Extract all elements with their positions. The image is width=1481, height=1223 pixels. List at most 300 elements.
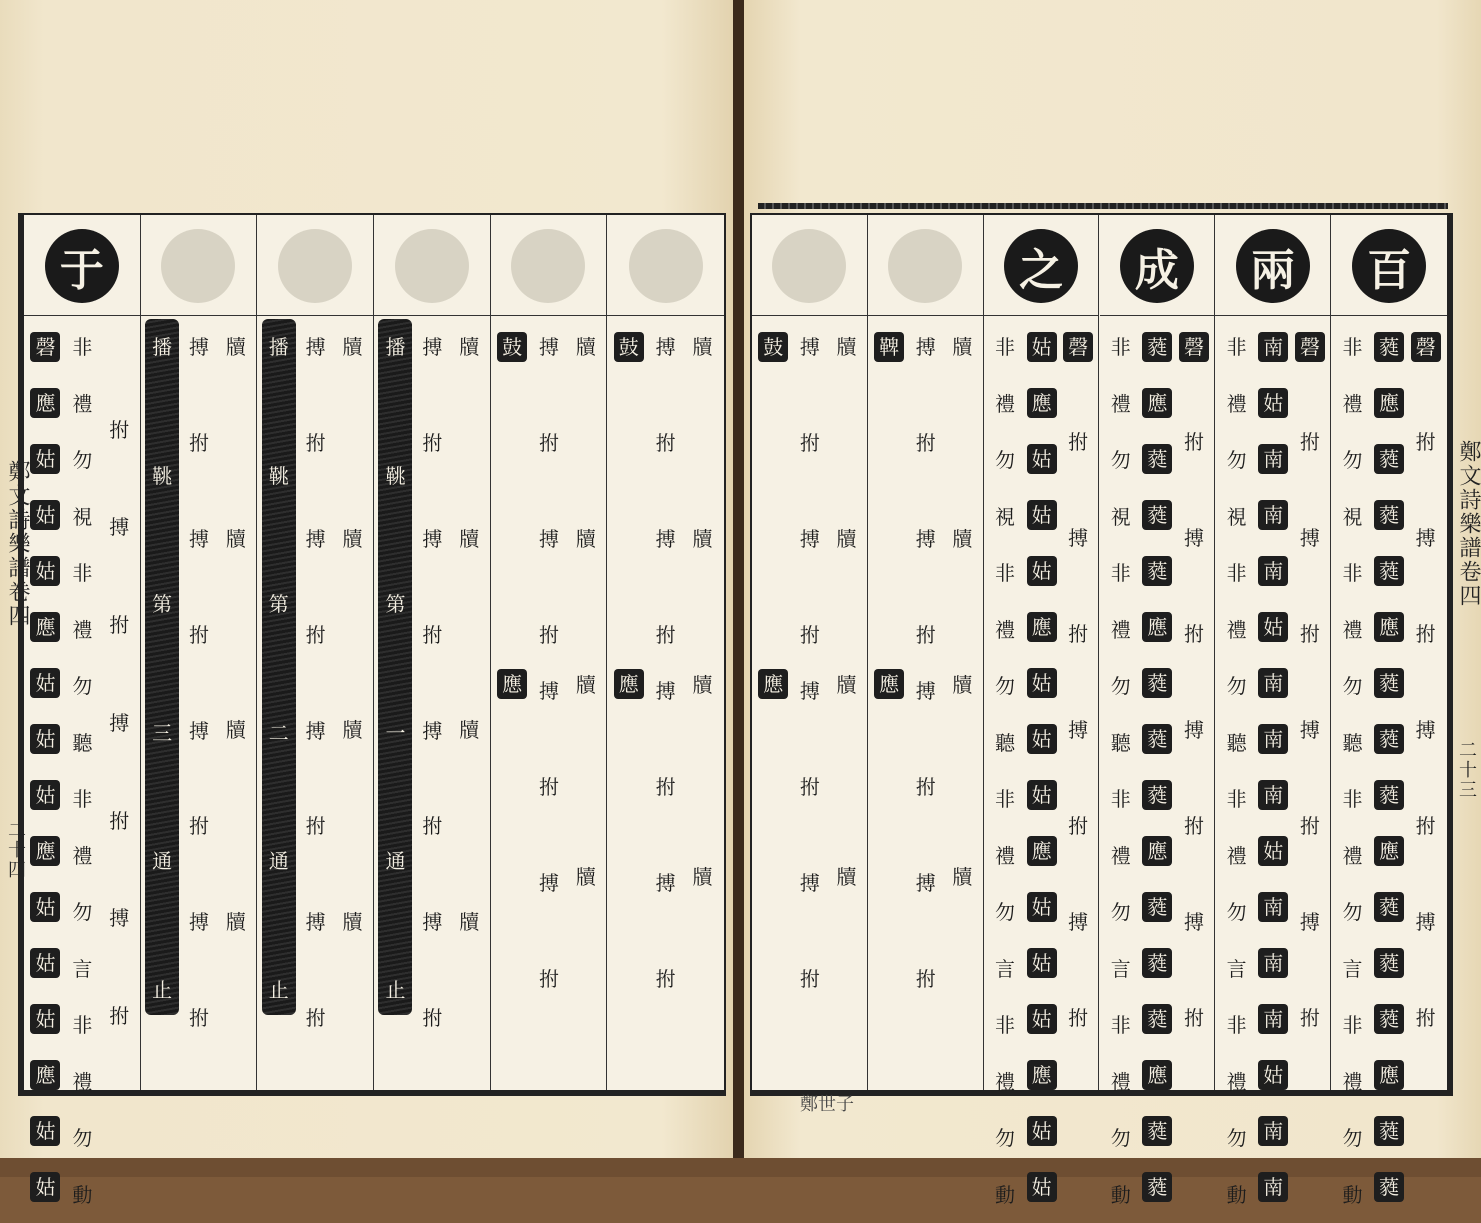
lyric-head-character: 百 <box>1352 229 1426 303</box>
notation-character: 聽 <box>1337 715 1367 772</box>
notation-character: 禮 <box>1106 376 1136 433</box>
notation-character: 拊 <box>1179 606 1209 663</box>
notation-character <box>301 567 331 606</box>
notation-character <box>911 816 941 855</box>
notation-character <box>1063 663 1093 702</box>
notation-character <box>417 951 447 990</box>
notation-character <box>417 376 447 415</box>
notation-character <box>795 376 825 415</box>
notation-character: 鼓 <box>758 332 788 362</box>
notation-character <box>1179 951 1209 990</box>
notation-character: 搏 <box>911 511 941 568</box>
drum-roll-bar <box>145 319 179 1015</box>
notation-character <box>1063 855 1093 894</box>
notation-character: 禮 <box>1222 602 1252 659</box>
notation-character <box>947 466 977 511</box>
notation-character: 拊 <box>301 415 331 472</box>
header-rule <box>752 315 867 316</box>
notation-character: 勿 <box>990 1110 1020 1167</box>
right-column-0 <box>752 215 868 1090</box>
notation-character <box>874 946 904 993</box>
notation-character <box>1411 1047 1441 1086</box>
notation-character: 非 <box>990 997 1020 1054</box>
notation-character <box>758 469 788 516</box>
notation-character: 搏 <box>184 703 214 760</box>
notation-character: 南 <box>1258 668 1288 698</box>
notation-character: 鼓 <box>614 332 644 362</box>
notation-character: 牘 <box>688 849 718 906</box>
notation-character <box>534 720 564 759</box>
notation-character <box>1295 1047 1325 1086</box>
notation-character: 磬 <box>1295 332 1325 362</box>
notation-character <box>338 421 368 466</box>
notation-character <box>534 376 564 415</box>
notation-character: 姑 <box>30 556 60 586</box>
notation-subcolumn <box>945 319 979 1086</box>
notation-character <box>497 805 527 852</box>
notation-character <box>688 996 718 1041</box>
notation-character <box>758 758 788 805</box>
notation-character: 鞞 <box>874 332 904 362</box>
notation-character: 牘 <box>947 511 977 568</box>
notation-character <box>874 805 904 852</box>
notation-character: 姑 <box>1027 1116 1057 1146</box>
notation-character <box>221 421 251 466</box>
notation-character <box>454 376 484 421</box>
notation-character: 南 <box>1258 1116 1288 1146</box>
notation-character: 拊 <box>534 415 564 472</box>
notation-character <box>184 567 214 606</box>
left-column-5 <box>607 215 724 1090</box>
notation-character: 禮 <box>1337 376 1367 433</box>
notation-character <box>614 609 644 656</box>
notation-character <box>651 816 681 855</box>
notation-character: 勿 <box>67 658 97 715</box>
notation-character: 搏 <box>1063 510 1093 567</box>
notation-character: 拊 <box>534 951 564 1008</box>
notation-character: 牘 <box>947 849 977 906</box>
notation-character <box>688 1041 718 1086</box>
notation-character <box>338 657 368 702</box>
notation-character <box>688 421 718 466</box>
notation-character: 南 <box>1258 332 1288 362</box>
notation-character: 南 <box>1258 948 1288 978</box>
notation-character <box>104 1045 134 1086</box>
notation-character: 搏 <box>911 855 941 912</box>
notation-subcolumn <box>612 319 646 1086</box>
notation-character: 姑 <box>1027 444 1057 474</box>
notation-character: 搏 <box>1411 894 1441 951</box>
notation-character <box>221 1041 251 1086</box>
notation-character <box>1411 759 1441 798</box>
notation-character <box>947 567 977 612</box>
notation-character <box>1063 759 1093 798</box>
notation-character: 禮 <box>990 1054 1020 1111</box>
lyric-head-character: 于 <box>45 229 119 303</box>
notation-character: 拊 <box>1295 990 1325 1047</box>
notation-character <box>497 992 527 1039</box>
notation-character: 搏 <box>534 855 564 912</box>
notation-subcolumn <box>649 319 683 1086</box>
notation-character: 牘 <box>454 702 484 759</box>
notation-character: 蕤 <box>1142 780 1172 810</box>
notation-character <box>947 996 977 1041</box>
notation-character <box>758 992 788 1039</box>
notation-character: 搏 <box>184 511 214 568</box>
notation-character <box>1411 951 1441 990</box>
notation-character: 牘 <box>832 319 862 376</box>
notation-subcolumn <box>793 319 827 1086</box>
notation-character: 蕤 <box>1142 332 1172 362</box>
notation-character <box>571 466 601 511</box>
notation-character: 拊 <box>651 415 681 472</box>
notation-character: 搏 <box>795 855 825 912</box>
notation-character: 南 <box>1258 1004 1288 1034</box>
notation-subcolumn <box>1256 319 1290 1086</box>
notation-character <box>1411 567 1441 606</box>
notation-character: 牘 <box>338 319 368 376</box>
notation-character: 搏 <box>417 703 447 760</box>
notation-character: 應 <box>1027 836 1057 866</box>
header-rule <box>257 315 373 316</box>
notation-character: 磬 <box>30 332 60 362</box>
notation-character: 搏 <box>911 319 941 376</box>
notation-character <box>1411 663 1441 702</box>
notation-character <box>758 899 788 946</box>
notation-character <box>571 906 601 951</box>
right-column-5 <box>1331 215 1447 1090</box>
notation-subcolumn <box>1061 319 1095 1086</box>
notation-character <box>1295 567 1325 606</box>
notation-character <box>614 515 644 562</box>
notation-character <box>795 720 825 759</box>
notation-character: 應 <box>1374 1060 1404 1090</box>
notation-character: 搏 <box>1063 702 1093 759</box>
notation-subcolumn <box>1293 319 1327 1086</box>
left-column-1 <box>141 215 258 1090</box>
header-rule <box>1331 315 1447 316</box>
notation-character: 拊 <box>1295 798 1325 855</box>
notation-character: 搏 <box>1411 510 1441 567</box>
lyric-head-character <box>888 229 962 303</box>
notation-character <box>497 375 527 422</box>
notation-character: 牘 <box>338 511 368 568</box>
notation-character: 搏 <box>417 319 447 376</box>
notation-character <box>947 714 977 759</box>
notation-character <box>454 612 484 657</box>
notation-character <box>614 562 644 609</box>
notation-character: 姑 <box>1027 780 1057 810</box>
notation-character: 姑 <box>1258 836 1288 866</box>
notation-character: 搏 <box>1063 894 1093 951</box>
notation-character <box>338 567 368 612</box>
notation-character <box>338 996 368 1041</box>
notation-character: 拊 <box>1411 606 1441 663</box>
notation-character <box>614 422 644 469</box>
notation-character: 應 <box>1374 612 1404 642</box>
notation-subcolumn <box>336 319 370 1086</box>
notation-character <box>454 567 484 612</box>
notation-subcolumn <box>756 319 790 1086</box>
notation-character <box>534 911 564 950</box>
notation-character: 牘 <box>454 319 484 376</box>
drum-roll-bar <box>378 319 412 1015</box>
notation-character: 拊 <box>534 759 564 816</box>
drum-roll-label: 通 <box>152 845 172 874</box>
notation-character <box>1295 471 1325 510</box>
notation-character: 牘 <box>338 702 368 759</box>
notation-character: 禮 <box>67 602 97 659</box>
notation-character: 非 <box>990 545 1020 602</box>
notation-subcolumn <box>65 319 99 1086</box>
notation-character <box>688 466 718 511</box>
notation-character: 應 <box>30 612 60 642</box>
notation-character <box>497 946 527 993</box>
notation-character <box>497 422 527 469</box>
notation-character <box>911 720 941 759</box>
notation-character <box>832 714 862 759</box>
notation-character <box>795 911 825 950</box>
notation-character: 拊 <box>1411 414 1441 471</box>
notation-character <box>338 849 368 894</box>
notation-character <box>338 612 368 657</box>
notation-character: 拊 <box>417 990 447 1047</box>
notation-character: 磬 <box>1179 332 1209 362</box>
notation-subcolumn <box>830 319 864 1086</box>
notation-character: 姑 <box>1027 892 1057 922</box>
notation-character: 拊 <box>417 415 447 472</box>
notation-character <box>571 804 601 849</box>
notation-character <box>874 375 904 422</box>
notation-character: 蕤 <box>1142 1172 1172 1202</box>
notation-character: 牘 <box>947 319 977 376</box>
notation-character <box>571 612 601 657</box>
notation-character: 拊 <box>911 759 941 816</box>
notation-character: 應 <box>1027 612 1057 642</box>
notation-character: 非 <box>1106 319 1136 376</box>
notation-character <box>104 751 134 792</box>
notation-character: 姑 <box>1027 948 1057 978</box>
drum-roll-label: 二 <box>269 717 289 746</box>
notation-character <box>301 471 331 510</box>
notation-character <box>104 458 134 499</box>
notation-character: 搏 <box>534 319 564 376</box>
notation-character: 非 <box>1106 997 1136 1054</box>
notation-subcolumn <box>686 319 720 1086</box>
notation-character <box>338 759 368 804</box>
notation-character: 非 <box>1106 771 1136 828</box>
notation-character: 拊 <box>1063 798 1093 855</box>
notation-character <box>1295 375 1325 414</box>
notation-character: 蕤 <box>1374 948 1404 978</box>
notation-character: 蕤 <box>1142 948 1172 978</box>
notation-character: 姑 <box>1258 388 1288 418</box>
drum-roll-label: 鞉 <box>152 460 172 489</box>
notation-character: 禮 <box>1106 828 1136 885</box>
notation-character <box>534 1047 564 1086</box>
notation-character: 姑 <box>30 444 60 474</box>
notation-character <box>688 376 718 421</box>
header-rule <box>1215 315 1330 316</box>
notation-character: 非 <box>990 319 1020 376</box>
notation-character <box>651 911 681 950</box>
notation-character: 蕤 <box>1374 724 1404 754</box>
notation-character <box>417 567 447 606</box>
notation-character <box>832 804 862 849</box>
notation-character: 言 <box>67 941 97 998</box>
notation-character: 拊 <box>104 402 134 459</box>
notation-character: 非 <box>990 771 1020 828</box>
notation-character <box>795 1047 825 1086</box>
notation-character: 應 <box>1142 388 1172 418</box>
drum-roll-label: 一 <box>385 717 405 746</box>
notation-subcolumn <box>495 319 529 1086</box>
notation-character: 非 <box>1337 997 1367 1054</box>
notation-character: 言 <box>1222 941 1252 998</box>
notation-character: 姑 <box>1258 1060 1288 1090</box>
notation-character: 搏 <box>651 319 681 376</box>
notation-character <box>614 469 644 516</box>
notation-character: 非 <box>1222 319 1252 376</box>
notation-character <box>614 992 644 1039</box>
notation-character: 搏 <box>184 894 214 951</box>
notation-character: 搏 <box>1411 702 1441 759</box>
notation-character <box>947 421 977 466</box>
lyric-head-character: 之 <box>1004 229 1078 303</box>
notation-character: 視 <box>990 489 1020 546</box>
notation-character <box>874 712 904 759</box>
right-column-1 <box>868 215 984 1090</box>
notation-character: 禮 <box>990 828 1020 885</box>
notation-character <box>1063 567 1093 606</box>
header-rule <box>141 315 257 316</box>
header-rule <box>491 315 607 316</box>
notation-character <box>1179 567 1209 606</box>
book-gutter <box>733 0 744 1177</box>
notation-character <box>614 852 644 899</box>
notation-character: 拊 <box>1179 414 1209 471</box>
notation-character: 搏 <box>1295 702 1325 759</box>
notation-character <box>688 759 718 804</box>
notation-character: 拊 <box>795 951 825 1008</box>
notation-subcolumn <box>532 319 566 1086</box>
notation-character: 動 <box>990 1167 1020 1223</box>
notation-character <box>758 805 788 852</box>
notation-character <box>104 319 134 360</box>
notation-character: 勿 <box>1106 658 1136 715</box>
notation-character: 搏 <box>301 511 331 568</box>
notation-character: 拊 <box>301 607 331 664</box>
drum-roll-label: 止 <box>269 974 289 1003</box>
notation-character: 蕤 <box>1374 892 1404 922</box>
header-rule <box>607 315 724 316</box>
right-column-2 <box>984 215 1100 1090</box>
lyric-head-character <box>772 229 846 303</box>
notation-character: 勿 <box>1222 1110 1252 1167</box>
notation-character <box>651 1007 681 1046</box>
notation-character <box>221 804 251 849</box>
notation-character: 應 <box>30 388 60 418</box>
notation-character: 姑 <box>1258 612 1288 642</box>
notation-character <box>651 471 681 510</box>
drum-roll-label: 止 <box>385 974 405 1003</box>
notation-character: 搏 <box>184 319 214 376</box>
notation-character: 姑 <box>1027 1004 1057 1034</box>
notation-character: 搏 <box>651 511 681 568</box>
notation-character <box>184 663 214 702</box>
notation-character: 姑 <box>1027 556 1057 586</box>
notation-character <box>454 849 484 894</box>
notation-character: 牘 <box>221 511 251 568</box>
notation-character <box>497 469 527 516</box>
notation-subcolumn <box>102 319 136 1086</box>
notation-character: 非 <box>1337 771 1367 828</box>
notation-character: 搏 <box>534 663 564 720</box>
notation-character: 南 <box>1258 780 1288 810</box>
notation-character <box>911 911 941 950</box>
notation-character <box>454 466 484 511</box>
notation-subcolumn <box>1220 319 1254 1086</box>
notation-character <box>338 1041 368 1086</box>
notation-character: 勿 <box>67 432 97 489</box>
notation-character: 禮 <box>1337 1054 1367 1111</box>
notation-character: 牘 <box>454 894 484 951</box>
notation-character <box>301 855 331 894</box>
notation-character: 蕤 <box>1142 1004 1172 1034</box>
notation-character <box>338 466 368 511</box>
notation-character: 應 <box>1027 1060 1057 1090</box>
notation-character <box>454 657 484 702</box>
notation-character: 搏 <box>1179 702 1209 759</box>
notation-character: 姑 <box>30 892 60 922</box>
notation-character: 禮 <box>67 1054 97 1111</box>
notation-character <box>301 1047 331 1086</box>
bottom-seal-mark: 鄭世子 <box>800 1090 854 1116</box>
notation-character: 搏 <box>1295 510 1325 567</box>
notation-character: 搏 <box>795 319 825 376</box>
notation-character <box>571 567 601 612</box>
notation-character <box>221 759 251 804</box>
drum-roll-label: 三 <box>152 717 172 746</box>
notation-character <box>651 567 681 606</box>
notation-character: 蕤 <box>1374 332 1404 362</box>
notation-character <box>874 515 904 562</box>
right-page-number: 二十三 <box>1453 740 1479 800</box>
notation-character: 牘 <box>688 319 718 376</box>
notation-character: 拊 <box>184 415 214 472</box>
notation-character: 搏 <box>417 894 447 951</box>
notation-character: 應 <box>1374 388 1404 418</box>
notation-character <box>874 758 904 805</box>
notation-character <box>947 906 977 951</box>
notation-character: 非 <box>1337 545 1367 602</box>
notation-character: 勿 <box>990 432 1020 489</box>
top-border-rule <box>758 203 1448 209</box>
notation-character <box>497 1039 527 1086</box>
notation-character <box>497 899 527 946</box>
notation-character <box>417 663 447 702</box>
left-page-number: 二十四 <box>2 820 28 880</box>
notation-character: 蕤 <box>1142 668 1172 698</box>
notation-character <box>651 1047 681 1086</box>
notation-character: 姑 <box>1027 668 1057 698</box>
notation-character: 蕤 <box>1142 556 1172 586</box>
notation-character: 蕤 <box>1374 1172 1404 1202</box>
notation-subcolumn <box>569 319 603 1086</box>
notation-subcolumn <box>452 319 486 1086</box>
notation-character: 蕤 <box>1142 892 1172 922</box>
notation-character <box>417 759 447 798</box>
